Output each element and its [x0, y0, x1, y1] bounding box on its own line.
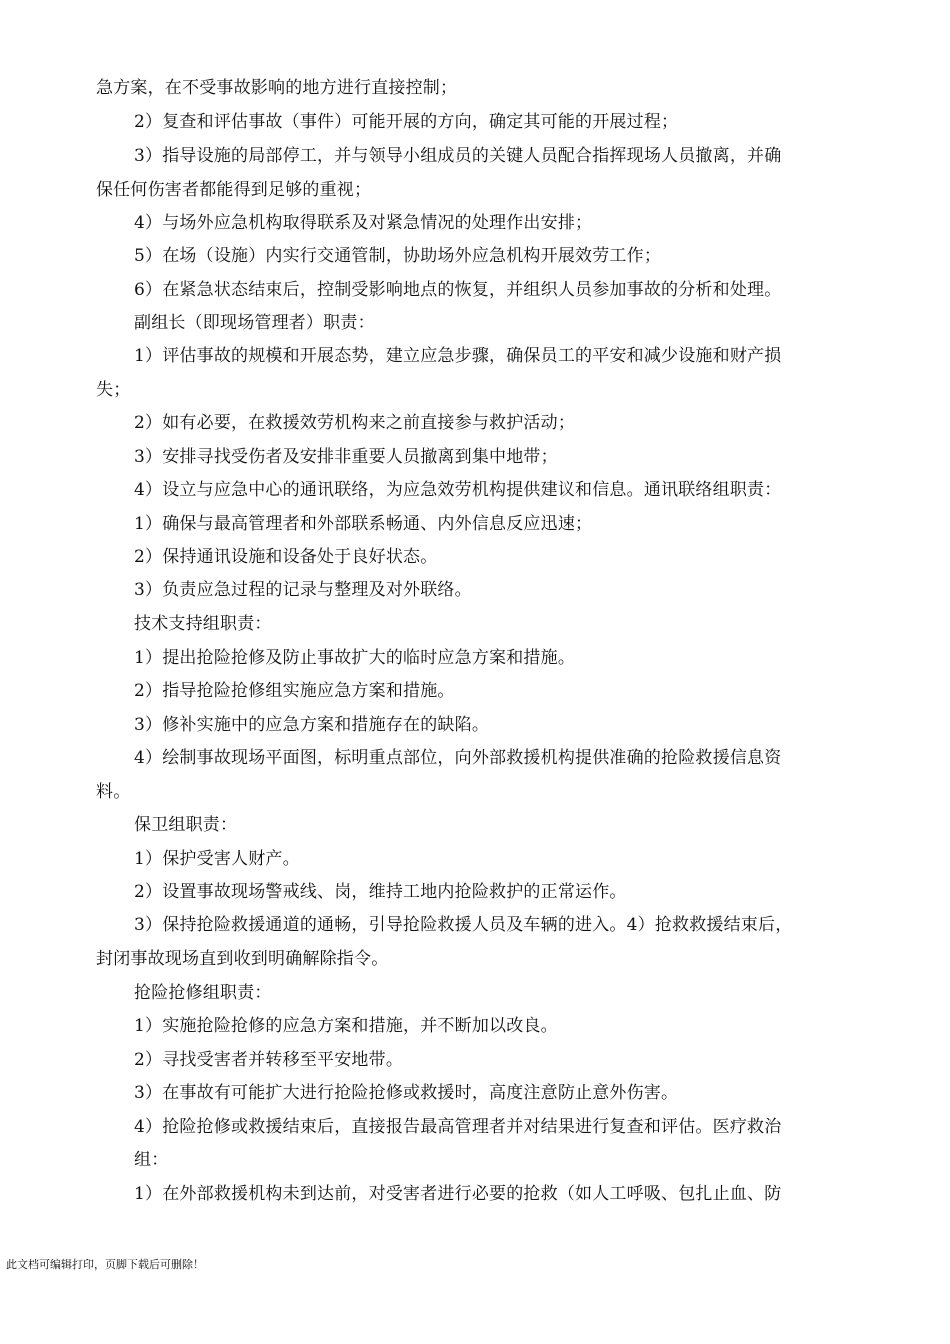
body-line: 急方案，在不受事故影响的地方进行直接控制； — [96, 78, 458, 98]
body-line: 4）绘制事故现场平面图，标明重点部位，向外部救援机构提供准确的抢险救援信息资 — [134, 748, 782, 768]
body-line: 4）与场外应急机构取得联系及对紧急情况的处理作出安排； — [134, 213, 593, 233]
body-line: 1）提出抢险抢修及防止事故扩大的临时应急方案和措施。 — [134, 648, 576, 668]
body-line: 3）保持抢险救援通道的通畅，引导抢险救援人员及车辆的进入。4）抢救救援结束后， — [134, 915, 793, 935]
body-line: 3）在事故有可能扩大进行抢险抢修或救援时，高度注意防止意外伤害。 — [134, 1083, 679, 1103]
body-line: 5）在场（设施）内实行交通管制，协助场外应急机构开展效劳工作； — [134, 246, 662, 266]
section-heading: 抢险抢修组职责： — [134, 983, 272, 1003]
body-line: 3）修补实施中的应急方案和措施存在的缺陷。 — [134, 715, 490, 735]
body-line: 1）评估事故的规模和开展态势，建立应急步骤，确保员工的平安和减少设施和财产损 — [134, 346, 782, 366]
body-line: 组： — [134, 1150, 169, 1170]
body-line: 2）指导抢险抢修组实施应急方案和措施。 — [134, 681, 455, 701]
body-line: 封闭事故现场直到收到明确解除指令。 — [96, 949, 389, 969]
body-line: 6）在紧急状态结束后，控制受影响地点的恢复，并组织人员参加事故的分析和处理。 — [134, 280, 782, 300]
body-line: 1）保护受害人财产。 — [134, 849, 300, 869]
page-footer: 此文档可编辑打印，页脚下载后可删除！ — [6, 1258, 204, 1271]
body-line: 2）复查和评估事故（事件）可能开展的方向，确定其可能的开展过程； — [134, 112, 679, 132]
section-heading: 技术支持组职责： — [134, 614, 272, 634]
body-line: 3）安排寻找受伤者及安排非重要人员撤离到集中地带； — [134, 447, 558, 467]
body-line: 2）如有必要，在救援效劳机构来之前直接参与救护活动； — [134, 413, 576, 433]
section-heading: 保卫组职责： — [134, 815, 238, 835]
body-line: 2）设置事故现场警戒线、岗，维持工地内抢险救护的正常运作。 — [134, 882, 627, 902]
body-line: 2）保持通讯设施和设备处于良好状态。 — [134, 547, 438, 567]
section-heading: 副组长（即现场管理者）职责： — [134, 313, 375, 333]
body-line: 3）指导设施的局部停工，并与领导小组成员的关键人员配合指挥现场人员撤离，并确 — [134, 146, 782, 166]
body-line: 4）抢险抢修或救援结束后，直接报告最高管理者并对结果进行复查和评估。医疗救治 — [134, 1117, 782, 1137]
body-line: 1）实施抢险抢修的应急方案和措施，并不断加以改良。 — [134, 1016, 558, 1036]
body-line: 失； — [96, 380, 131, 400]
body-line: 1）确保与最高管理者和外部联系畅通、内外信息反应迅速； — [134, 514, 593, 534]
body-line: 料。 — [96, 782, 131, 802]
body-line: 保任何伤害者都能得到足够的重视； — [96, 180, 372, 200]
body-line: 2）寻找受害者并转移至平安地带。 — [134, 1050, 404, 1070]
body-line: 4）设立与应急中心的通讯联络，为应急效劳机构提供建议和信息。通讯联络组职责： — [134, 480, 782, 500]
body-line: 1）在外部救援机构未到达前，对受害者进行必要的抢救（如人工呼吸、包扎止血、防 — [134, 1184, 782, 1204]
body-line: 3）负责应急过程的记录与整理及对外联络。 — [134, 580, 472, 600]
